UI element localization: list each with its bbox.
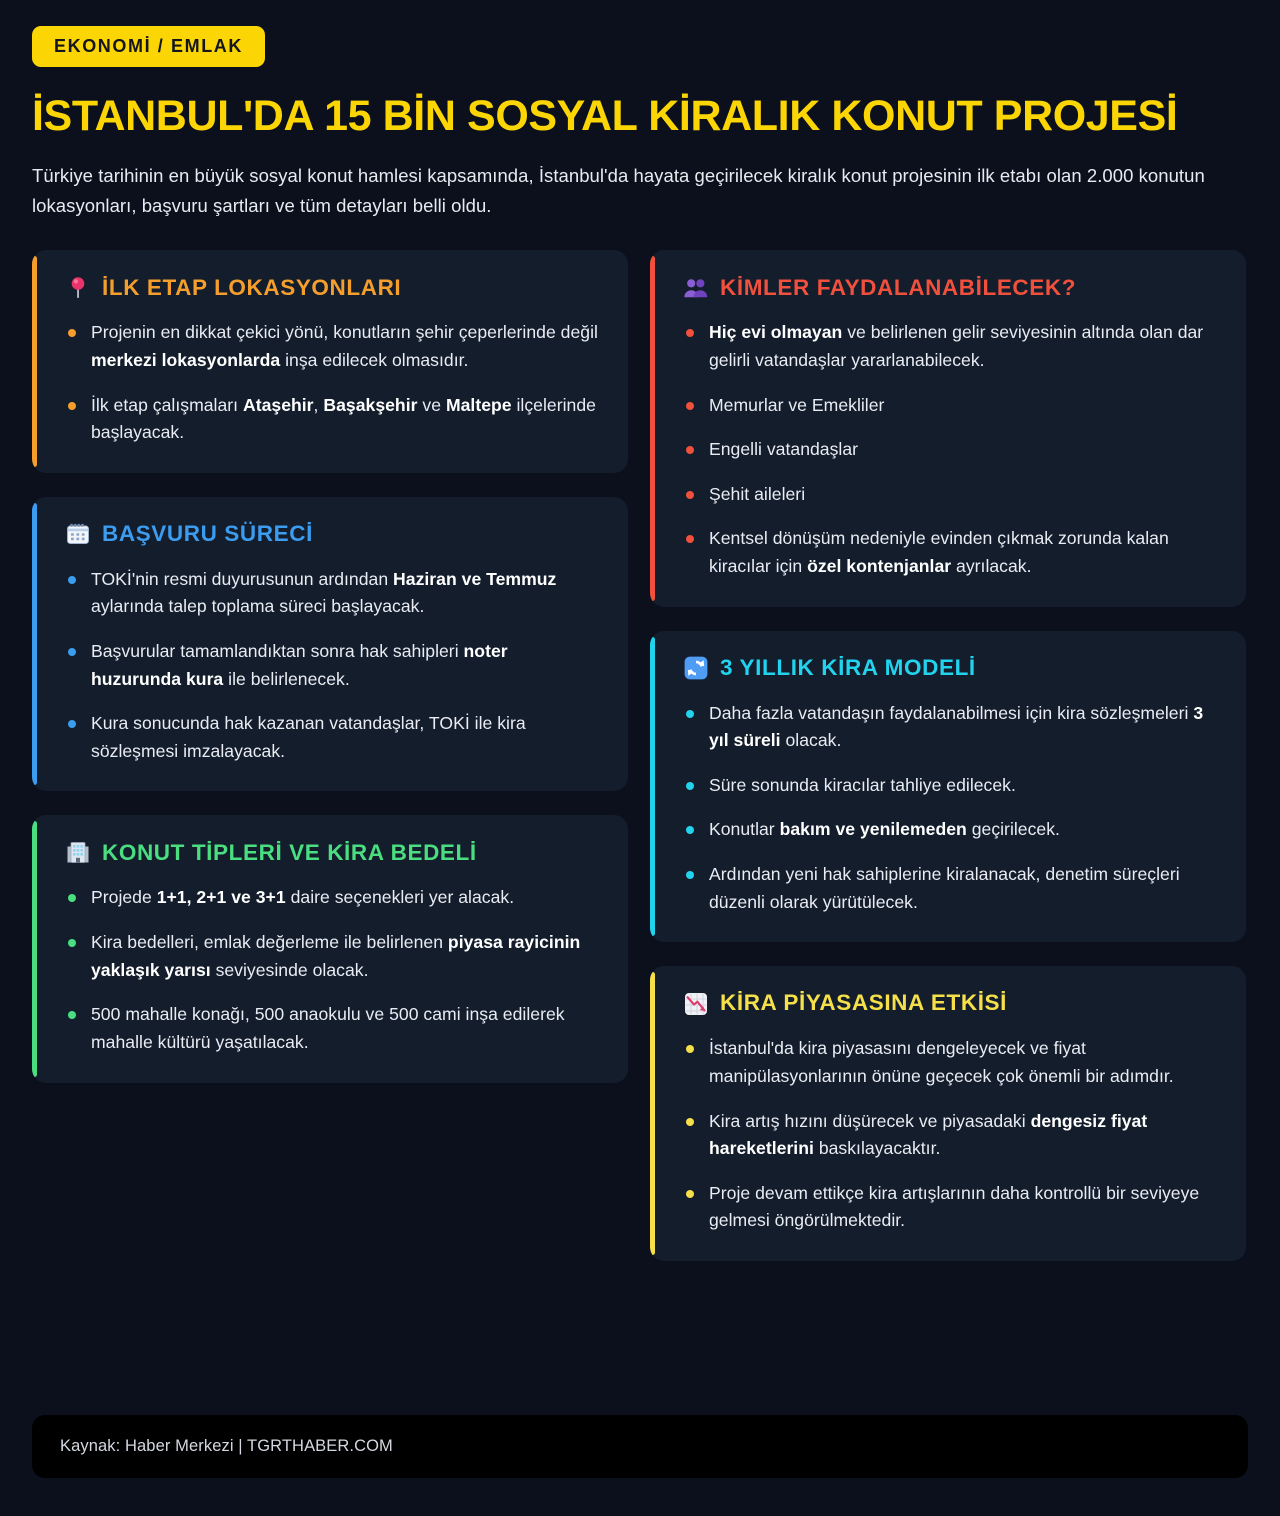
card-title: İLK ETAP LOKASYONLARI [102,274,402,300]
bullet-item: Projede 1+1, 2+1 ve 3+1 daire seçenekleri yer alacak. [64,884,602,912]
bullet-item: Projenin en dikkat çekici yönü, konutların şehir çeperlerinde değil merkezi lokasyonlarda inşa edilecek olmasıdır. [64,319,602,374]
refresh-cycle-icon [682,655,709,682]
bullet-item: Hiç evi olmayan ve belirlenen gelir seviyesinin altında olan dar gelirli vatandaşlar yararlanabilecek. [682,319,1220,374]
round-pushpin-icon [64,274,91,301]
card-header [682,274,1220,301]
card-title: KONUT TİPLERİ VE KİRA BEDELİ [102,839,477,865]
card-konut-tipleri-ve-kira-bedeli [32,815,628,1082]
card-header [64,274,602,301]
page-subtitle: Türkiye tarihinin en büyük sosyal konut hamlesi kapsamında, İstanbul'da hayata geçirilecek kiralık konut projesinin ilk etabı olan 2.000 konutun lokasyonları, başvuru şartları ve tüm detayları belli oldu. [32,165,1205,217]
card-header [682,655,1220,682]
cards-grid [32,250,1248,1261]
card-kira-piyasasina-etkisi [650,966,1246,1261]
bullet-item: Konutlar bakım ve yenilemeden geçirilecek. [682,816,1220,844]
bullet-item: Engelli vatandaşlar [682,436,1220,464]
card-ilk-etap-lokasyonlari [32,250,628,472]
card-title: KİMLER FAYDALANABİLECEK? [720,274,1077,300]
card-kimler-faydalanabilecek [650,250,1246,606]
card-bullet-list [64,566,602,766]
left-column [32,250,628,1082]
card-bullet-list [64,319,602,446]
bullet-item: Başvurular tamamlandıktan sonra hak sahipleri noter huzurunda kura ile belirlenecek. [64,638,602,693]
bullet-item: Proje devam ettikçe kira artışlarının daha kontrollü bir seviyeye gelmesi öngörülmektedir. [682,1180,1220,1235]
card-header [64,839,602,866]
bullet-item: Şehit aileleri [682,481,1220,509]
page-title: İSTANBUL'DA 15 BİN SOSYAL KİRALIK KONUT PROJESİ [32,92,1178,140]
card-bullet-list [64,884,602,1056]
office-building-icon [64,839,91,866]
bullet-item: Ardından yeni hak sahiplerine kiralanacak, denetim süreçleri düzenli olarak yürütülecek. [682,861,1220,916]
card-title: BAŞVURU SÜRECİ [102,520,313,546]
source-footer: Kaynak: Haber Merkezi | TGRTHABER.COM [32,1415,1248,1478]
bullet-item: Süre sonunda kiracılar tahliye edilecek. [682,772,1220,800]
card-3-yillik-kira-modeli [650,631,1246,943]
card-bullet-list [682,319,1220,580]
bullet-item: İstanbul'da kira piyasasını dengeleyecek ve fiyat manipülasyonlarının önüne geçecek çok önemli bir adımdır. [682,1035,1220,1090]
bullet-item: İlk etap çalışmaları Ataşehir, Başakşehir ve Maltepe ilçelerinde başlayacak. [64,392,602,447]
bullet-item: Kura sonucunda hak kazanan vatandaşlar, TOKİ ile kira sözleşmesi imzalayacak. [64,710,602,765]
bullet-item: Daha fazla vatandaşın faydalanabilmesi için kira sözleşmeleri 3 yıl süreli olacak. [682,700,1220,755]
bullet-item: Kira bedelleri, emlak değerleme ile belirlenen piyasa rayicinin yaklaşık yarısı seviyesinde olacak. [64,929,602,984]
card-title: KİRA PİYASASINA ETKİSİ [720,990,1008,1016]
bullet-item: 500 mahalle konağı, 500 anaokulu ve 500 cami inşa edilerek mahalle kültürü yaşatılacak. [64,1001,602,1056]
bullet-item: Memurlar ve Emekliler [682,392,1220,420]
chart-decreasing-icon [682,990,709,1017]
bullet-item: Kira artış hızını düşürecek ve piyasadaki dengesiz fiyat hareketlerini baskılayacaktır. [682,1108,1220,1163]
card-header [682,990,1220,1017]
card-bullet-list [682,700,1220,917]
card-title: 3 YILLIK KİRA MODELİ [720,654,976,680]
card-header [64,521,602,548]
bullet-item: Kentsel dönüşüm nedeniyle evinden çıkmak zorunda kalan kiracılar için özel kontenjanlar ayrılacak. [682,525,1220,580]
bullet-item: TOKİ'nin resmi duyurusunun ardından Haziran ve Temmuz aylarında talep toplama süreci başlayacak. [64,566,602,621]
card-basvuru-sureci [32,497,628,792]
calendar-icon [64,521,91,548]
card-bullet-list [682,1035,1220,1235]
two-people-icon [682,274,709,301]
category-badge: EKONOMİ / EMLAK [32,26,265,67]
right-column [650,250,1246,1261]
